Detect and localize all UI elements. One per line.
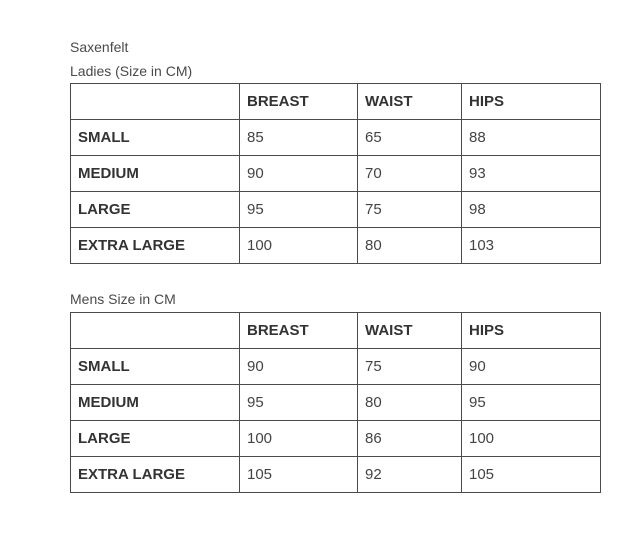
header-corner xyxy=(71,84,240,120)
hips-value: 90 xyxy=(462,349,601,385)
header-waist: WAIST xyxy=(358,84,462,120)
breast-value: 85 xyxy=(240,120,358,156)
hips-value: 100 xyxy=(462,421,601,457)
waist-value: 70 xyxy=(358,156,462,192)
size-label: LARGE xyxy=(71,421,240,457)
hips-value: 103 xyxy=(462,228,601,264)
breast-value: 90 xyxy=(240,156,358,192)
size-label: EXTRA LARGE xyxy=(71,228,240,264)
header-breast: BREAST xyxy=(240,84,358,120)
hips-value: 98 xyxy=(462,192,601,228)
size-label: SMALL xyxy=(71,120,240,156)
table-row xyxy=(71,385,601,421)
breast-value: 90 xyxy=(240,349,358,385)
waist-value: 92 xyxy=(358,457,462,493)
table-header-row xyxy=(71,84,601,120)
table-row xyxy=(71,120,601,156)
size-label: MEDIUM xyxy=(71,385,240,421)
header-hips: HIPS xyxy=(462,313,601,349)
hips-value: 88 xyxy=(462,120,601,156)
hips-value: 95 xyxy=(462,385,601,421)
size-label: MEDIUM xyxy=(71,156,240,192)
header-breast: BREAST xyxy=(240,313,358,349)
ladies-size-table xyxy=(70,83,601,264)
table-header-row xyxy=(71,313,601,349)
waist-value: 75 xyxy=(358,349,462,385)
waist-value: 65 xyxy=(358,120,462,156)
header-corner xyxy=(71,313,240,349)
table-row xyxy=(71,192,601,228)
table-row xyxy=(71,457,601,493)
waist-value: 80 xyxy=(358,228,462,264)
breast-value: 95 xyxy=(240,192,358,228)
breast-value: 95 xyxy=(240,385,358,421)
size-label: SMALL xyxy=(71,349,240,385)
table-row xyxy=(71,228,601,264)
breast-value: 100 xyxy=(240,228,358,264)
breast-value: 100 xyxy=(240,421,358,457)
brand-title: Saxenfelt xyxy=(70,39,129,55)
breast-value: 105 xyxy=(240,457,358,493)
waist-value: 86 xyxy=(358,421,462,457)
mens-size-table xyxy=(70,312,601,493)
hips-value: 93 xyxy=(462,156,601,192)
size-label: EXTRA LARGE xyxy=(71,457,240,493)
waist-value: 75 xyxy=(358,192,462,228)
mens-caption: Mens Size in CM xyxy=(70,291,176,307)
table-row xyxy=(71,421,601,457)
header-hips: HIPS xyxy=(462,84,601,120)
table-row xyxy=(71,349,601,385)
header-waist: WAIST xyxy=(358,313,462,349)
waist-value: 80 xyxy=(358,385,462,421)
size-label: LARGE xyxy=(71,192,240,228)
table-row xyxy=(71,156,601,192)
ladies-caption: Ladies (Size in CM) xyxy=(70,63,193,79)
hips-value: 105 xyxy=(462,457,601,493)
